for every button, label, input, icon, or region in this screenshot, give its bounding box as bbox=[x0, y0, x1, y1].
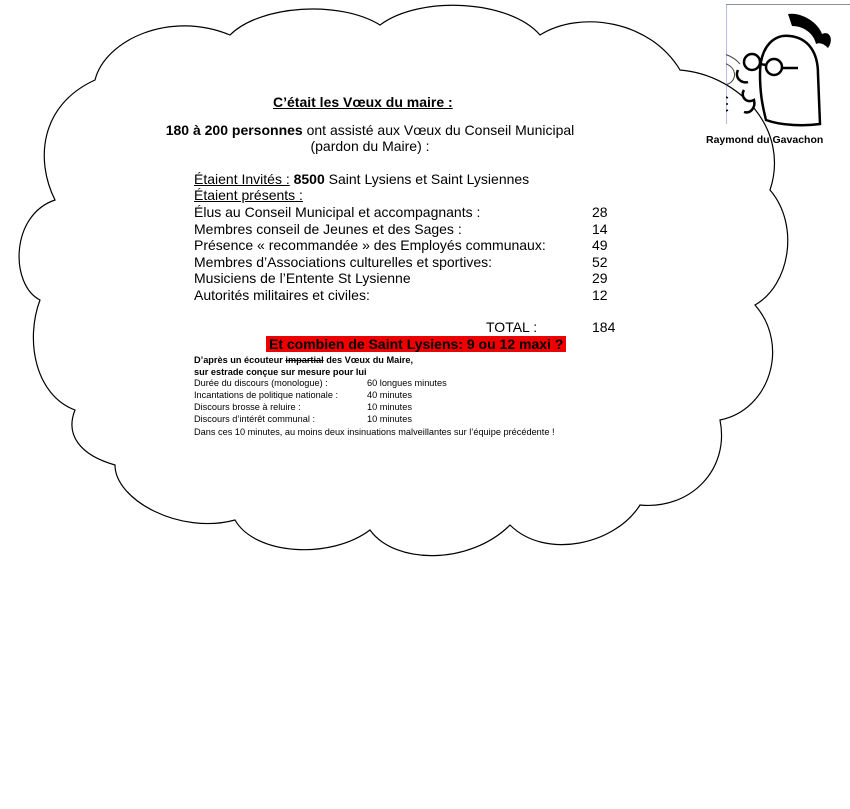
attendee-label: Membres conseil de Jeunes et des Sages : bbox=[194, 220, 462, 237]
duration-value: 60 longues minutes bbox=[367, 378, 447, 388]
intro-rest: ont assisté aux Vœux du Conseil Municipal bbox=[302, 122, 575, 138]
duration-label: Discours brosse à reluire : bbox=[194, 402, 301, 412]
intro-line-1 bbox=[155, 122, 585, 138]
attendee-label: Autorités militaires et civiles: bbox=[194, 286, 370, 303]
report-intro bbox=[194, 354, 413, 366]
attendee-label: Élus au Conseil Municipal et accompagnants : bbox=[194, 204, 481, 220]
invites-number: 8500 bbox=[293, 171, 325, 187]
intro-count: 180 à 200 personnes bbox=[165, 122, 303, 138]
attendee-label: Musiciens de l’Entente St Lysienne bbox=[194, 270, 411, 286]
duration-label: Durée du discours (monologue) : bbox=[194, 378, 328, 388]
list-item bbox=[194, 237, 614, 253]
invites-rest: Saint Lysiens et Saint Lysiennes bbox=[324, 171, 530, 187]
intro-paragraph bbox=[155, 122, 585, 154]
list-item bbox=[194, 287, 614, 303]
list-item bbox=[194, 378, 614, 388]
presents-label: Étaient présents : bbox=[194, 187, 303, 203]
list-item bbox=[194, 270, 614, 286]
list-item bbox=[194, 390, 614, 400]
invites-line bbox=[194, 171, 529, 188]
duration-value: 10 minutes bbox=[367, 402, 412, 412]
attendees-list bbox=[194, 204, 624, 304]
attendee-value: 12 bbox=[592, 286, 608, 303]
attendee-value: 28 bbox=[592, 204, 608, 220]
report-intro-b: des Vœux du Maire, bbox=[323, 355, 414, 365]
attendee-value: 49 bbox=[592, 237, 608, 253]
intro-line-2: (pardon du Maire) : bbox=[310, 138, 430, 154]
report-intro-line-2 bbox=[194, 366, 367, 378]
duration-value: 40 minutes bbox=[367, 390, 412, 400]
total-label: TOTAL : bbox=[486, 319, 538, 335]
highlight-banner: Et combien de Saint Lysiens: 9 ou 12 maxi ? bbox=[266, 336, 566, 352]
report-intro-strike: impartial bbox=[285, 355, 324, 365]
page-title: C’était les Vœux du maire : bbox=[273, 94, 453, 110]
duration-label: Discours d’intérêt communal : bbox=[194, 414, 316, 424]
attendee-label: Présence « recommandée » des Employés communaux: bbox=[194, 237, 546, 253]
list-item bbox=[194, 221, 614, 237]
report-intro-a: D’après un écouteur bbox=[194, 355, 286, 365]
list-item bbox=[194, 402, 614, 412]
attendee-label: Membres d’Associations culturelles et sportives: bbox=[194, 253, 493, 270]
report-intro-line-2-text: sur estrade conçue sur mesure pour lui bbox=[194, 367, 367, 377]
caricature-logo bbox=[726, 4, 850, 152]
list-item bbox=[194, 254, 614, 270]
duration-label: Incantations de politique nationale : bbox=[194, 390, 339, 400]
durations-list bbox=[194, 378, 624, 428]
list-item bbox=[194, 414, 614, 424]
invites-label: Étaient Invités : bbox=[194, 171, 290, 187]
logo-caption: Raymond du Gavachon bbox=[706, 134, 824, 146]
total-value: 184 bbox=[592, 319, 616, 335]
attendee-value: 29 bbox=[592, 270, 608, 286]
list-item bbox=[194, 204, 614, 220]
report-conclusion: Dans ces 10 minutes, au moins deux insinuations malveillantes sur l’équipe précédente ! bbox=[194, 427, 555, 437]
attendee-value: 52 bbox=[592, 253, 608, 270]
duration-value: 10 minutes bbox=[367, 414, 412, 424]
attendee-value: 14 bbox=[592, 220, 608, 237]
